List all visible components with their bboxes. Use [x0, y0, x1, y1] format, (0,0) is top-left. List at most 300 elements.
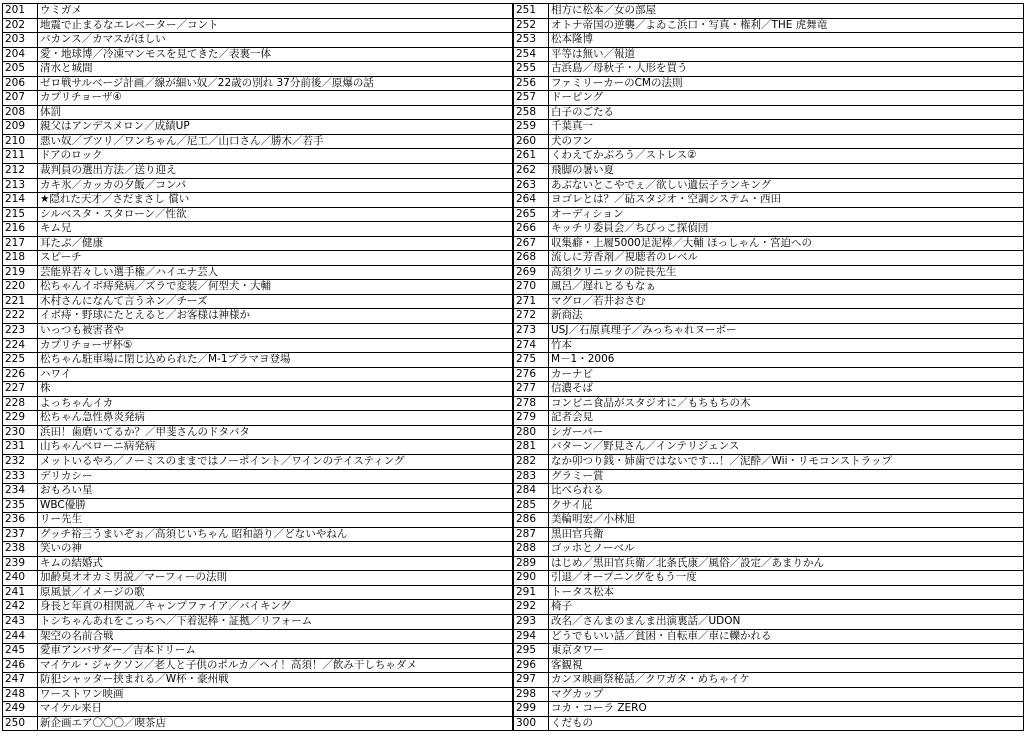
episode-title: コンビニ食品がスタジオに／もちもちの木 — [549, 396, 1024, 411]
table-row — [3, 629, 513, 644]
episode-number: 273 — [514, 324, 549, 339]
episode-number: 300 — [514, 716, 549, 731]
table-row — [3, 454, 513, 469]
table-row — [514, 673, 1024, 688]
episode-number: 281 — [514, 440, 549, 455]
table-row — [514, 353, 1024, 368]
episode-title: シガーバー — [549, 425, 1024, 440]
table-row — [514, 600, 1024, 615]
episode-title: 松本隆博 — [549, 33, 1024, 48]
episode-number: 218 — [3, 251, 38, 266]
episode-title: 身長と年貢の相関説／キャンプファイア／バイキング — [38, 600, 513, 615]
episode-title: 東京タワー — [549, 644, 1024, 659]
table-row — [3, 585, 513, 600]
table-row — [3, 280, 513, 295]
episode-number: 219 — [3, 265, 38, 280]
episode-number: 239 — [3, 556, 38, 571]
episode-title: リー先生 — [38, 513, 513, 528]
episode-number: 204 — [3, 47, 38, 62]
episode-number: 235 — [3, 498, 38, 513]
table-row — [3, 440, 513, 455]
episode-title: 美輪明宏／小林旭 — [549, 513, 1024, 528]
table-row — [514, 222, 1024, 237]
episode-number: 277 — [514, 382, 549, 397]
episode-title: くだもの — [549, 716, 1024, 731]
table-row — [3, 673, 513, 688]
table-row — [514, 4, 1024, 19]
episode-number: 290 — [514, 571, 549, 586]
table-row — [3, 702, 513, 717]
episode-title: 犬のフン — [549, 134, 1024, 149]
episode-number: 260 — [514, 134, 549, 149]
episode-table-right — [513, 3, 1024, 731]
episode-title: カンヌ映画祭秘話／クワガタ・めちゃイケ — [549, 673, 1024, 688]
episode-number: 261 — [514, 149, 549, 164]
episode-title: マグカップ — [549, 687, 1024, 702]
table-row — [514, 164, 1024, 179]
table-row — [3, 556, 513, 571]
episode-title: ファミリーカーのCMの法則 — [549, 76, 1024, 91]
episode-table-left-body — [3, 4, 513, 731]
episode-title: 黒田官兵衛 — [549, 527, 1024, 542]
table-row — [514, 614, 1024, 629]
table-row — [514, 411, 1024, 426]
episode-number: 212 — [3, 164, 38, 179]
episode-number: 270 — [514, 280, 549, 295]
episode-list-sheet — [2, 3, 1024, 731]
episode-title: 清水と城間 — [38, 62, 513, 77]
episode-number: 234 — [3, 484, 38, 499]
episode-number: 222 — [3, 309, 38, 324]
table-row — [3, 294, 513, 309]
episode-number: 255 — [514, 62, 549, 77]
table-row — [514, 396, 1024, 411]
episode-number: 229 — [3, 411, 38, 426]
episode-title: バカンス／カマスがほしい — [38, 33, 513, 48]
episode-title: 白子のごたる — [549, 105, 1024, 120]
episode-title: スピーチ — [38, 251, 513, 266]
episode-title: ドーピング — [549, 91, 1024, 106]
episode-title: ドアのロック — [38, 149, 513, 164]
table-row — [3, 4, 513, 19]
episode-number: 269 — [514, 265, 549, 280]
episode-title: 記者会見 — [549, 411, 1024, 426]
episode-title: おもろい星 — [38, 484, 513, 499]
episode-title: 浜田！歯磨いてるか？／甲斐さんのドタバタ — [38, 425, 513, 440]
episode-number: 247 — [3, 673, 38, 688]
table-row — [514, 149, 1024, 164]
episode-title: メットいるやろ／ノーミスのままではノーポイント／ワインのテイスティング — [38, 454, 513, 469]
episode-title: 加齢臭オオカミ男説／マーフィーの法則 — [38, 571, 513, 586]
table-row — [514, 338, 1024, 353]
episode-number: 246 — [3, 658, 38, 673]
table-row — [3, 513, 513, 528]
episode-number: 293 — [514, 614, 549, 629]
episode-number: 214 — [3, 193, 38, 208]
table-row — [514, 324, 1024, 339]
episode-title: ワーストワン映画 — [38, 687, 513, 702]
table-row — [514, 251, 1024, 266]
episode-number: 245 — [3, 644, 38, 659]
episode-title: 椅子 — [549, 600, 1024, 615]
episode-title: 松ちゃん急性鼻炎発病 — [38, 411, 513, 426]
table-row — [514, 193, 1024, 208]
table-row — [514, 687, 1024, 702]
episode-title: トータス松本 — [549, 585, 1024, 600]
table-row — [514, 33, 1024, 48]
table-row — [514, 382, 1024, 397]
table-row — [514, 585, 1024, 600]
episode-number: 231 — [3, 440, 38, 455]
table-row — [3, 527, 513, 542]
table-row — [3, 614, 513, 629]
table-row — [3, 76, 513, 91]
table-row — [514, 440, 1024, 455]
episode-title: 高須クリニックの院長先生 — [549, 265, 1024, 280]
episode-table-right-body — [514, 4, 1024, 731]
table-row — [3, 193, 513, 208]
table-row — [514, 542, 1024, 557]
episode-title: 地震で止まるなエレベーター／コント — [38, 18, 513, 33]
episode-number: 248 — [3, 687, 38, 702]
episode-title: 体罰 — [38, 105, 513, 120]
episode-title: はじめ／黒田官兵衛／北条氏康／風俗／設定／あまりかん — [549, 556, 1024, 571]
episode-number: 279 — [514, 411, 549, 426]
episode-number: 213 — [3, 178, 38, 193]
table-row — [514, 62, 1024, 77]
episode-title: トシちゃんあれをこっちへ／下着泥棒・証拠／リフォーム — [38, 614, 513, 629]
table-row — [514, 469, 1024, 484]
table-row — [3, 47, 513, 62]
table-row — [514, 702, 1024, 717]
episode-number: 208 — [3, 105, 38, 120]
episode-number: 294 — [514, 629, 549, 644]
episode-number: 230 — [3, 425, 38, 440]
episode-number: 242 — [3, 600, 38, 615]
table-row — [3, 411, 513, 426]
table-row — [514, 629, 1024, 644]
table-row — [514, 484, 1024, 499]
episode-title: 愛・地球博／冷凍マンモスを見てきた／表裏一体 — [38, 47, 513, 62]
episode-title: 芸能界若々しい選手権／ハイエナ芸人 — [38, 265, 513, 280]
episode-number: 298 — [514, 687, 549, 702]
episode-title: あぶないとこやでぇ／欲しい遺伝子ランキング — [549, 178, 1024, 193]
episode-title: ヨゴレとは？／砧スタジオ・空調システム・西田 — [549, 193, 1024, 208]
table-row — [514, 513, 1024, 528]
episode-number: 278 — [514, 396, 549, 411]
table-row — [3, 542, 513, 557]
episode-number: 211 — [3, 149, 38, 164]
episode-title: デリカシー — [38, 469, 513, 484]
episode-number: 266 — [514, 222, 549, 237]
table-row — [3, 105, 513, 120]
episode-title: 新商法 — [549, 309, 1024, 324]
episode-number: 262 — [514, 164, 549, 179]
episode-number: 250 — [3, 716, 38, 731]
episode-title: 客観視 — [549, 658, 1024, 673]
episode-number: 292 — [514, 600, 549, 615]
table-row — [3, 324, 513, 339]
episode-number: 285 — [514, 498, 549, 513]
table-row — [514, 207, 1024, 222]
episode-number: 238 — [3, 542, 38, 557]
table-row — [3, 207, 513, 222]
episode-title: 改名／さんまのまんま出演裏話／UDON — [549, 614, 1024, 629]
episode-number: 287 — [514, 527, 549, 542]
episode-number: 240 — [3, 571, 38, 586]
episode-number: 283 — [514, 469, 549, 484]
table-row — [3, 687, 513, 702]
episode-number: 295 — [514, 644, 549, 659]
episode-title: 比べられる — [549, 484, 1024, 499]
table-row — [3, 91, 513, 106]
table-row — [514, 454, 1024, 469]
episode-number: 291 — [514, 585, 549, 600]
episode-number: 243 — [3, 614, 38, 629]
episode-number: 209 — [3, 120, 38, 135]
table-row — [3, 120, 513, 135]
table-row — [514, 236, 1024, 251]
table-row — [3, 367, 513, 382]
episode-number: 224 — [3, 338, 38, 353]
episode-title: 架空の名前合戦 — [38, 629, 513, 644]
episode-number: 257 — [514, 91, 549, 106]
episode-number: 265 — [514, 207, 549, 222]
episode-number: 225 — [3, 353, 38, 368]
episode-title: 親父はアンデスメロン／成績UP — [38, 120, 513, 135]
episode-title: マイケル・ジャクソン／老人と子供のポルカ／ヘイ！高須！／飲み干しちゃダメ — [38, 658, 513, 673]
episode-number: 205 — [3, 62, 38, 77]
table-row — [3, 658, 513, 673]
episode-number: 253 — [514, 33, 549, 48]
episode-title: 笑いの神 — [38, 542, 513, 557]
table-row — [514, 18, 1024, 33]
table-row — [3, 222, 513, 237]
table-row — [3, 33, 513, 48]
episode-title: 松ちゃん駐車場に閉じ込められた／M-1ブラマヨ登場 — [38, 353, 513, 368]
episode-title: くわえてかぶろう／ストレス② — [549, 149, 1024, 164]
episode-number: 206 — [3, 76, 38, 91]
episode-title: 千葉真一 — [549, 120, 1024, 135]
episode-title: M－1・2006 — [549, 353, 1024, 368]
episode-number: 216 — [3, 222, 38, 237]
episode-number: 282 — [514, 454, 549, 469]
episode-title: 松ちゃんイボ痔発病／ズラで変装／何型犬・大輔 — [38, 280, 513, 295]
episode-number: 296 — [514, 658, 549, 673]
episode-title: 信濃そば — [549, 382, 1024, 397]
episode-title: 防犯シャッター挟まれる／W杯・豪州戦 — [38, 673, 513, 688]
episode-title: ゼロ戦サルベージ計画／線が細い奴／22歳の別れ 37分前後／原爆の話 — [38, 76, 513, 91]
episode-title: バターン／野見さん／インテリジェンス — [549, 440, 1024, 455]
table-row — [514, 280, 1024, 295]
episode-title: クサイ屁 — [549, 498, 1024, 513]
episode-number: 259 — [514, 120, 549, 135]
episode-title: 引退／オープニングをもう一度 — [549, 571, 1024, 586]
table-row — [3, 149, 513, 164]
table-row — [514, 498, 1024, 513]
episode-title: 愛車アンバサダー／吉本ドリーム — [38, 644, 513, 659]
table-row — [514, 309, 1024, 324]
table-row — [514, 76, 1024, 91]
table-row — [514, 105, 1024, 120]
episode-number: 297 — [514, 673, 549, 688]
episode-title: なか卯つり銭・姉歯ではないです…！／泥酔／Wii・リモコンストラップ — [549, 454, 1024, 469]
episode-title: カプリチョーザ杯⑤ — [38, 338, 513, 353]
episode-title: 木村さんになんて言うネン／チーズ — [38, 294, 513, 309]
episode-number: 227 — [3, 382, 38, 397]
episode-number: 268 — [514, 251, 549, 266]
episode-title: マイケル来日 — [38, 702, 513, 717]
episode-title: ★隠れた天才／さだまさし 償い — [38, 193, 513, 208]
table-row — [3, 236, 513, 251]
episode-number: 299 — [514, 702, 549, 717]
table-row — [514, 265, 1024, 280]
episode-title: オーディション — [549, 207, 1024, 222]
episode-title: 原風景／イメージの歌 — [38, 585, 513, 600]
episode-number: 201 — [3, 4, 38, 19]
episode-number: 276 — [514, 367, 549, 382]
table-row — [514, 658, 1024, 673]
episode-number: 220 — [3, 280, 38, 295]
episode-title: よっちゃんイカ — [38, 396, 513, 411]
episode-title: オトナ帝国の逆襲／よゐこ浜口・写真・権利／THE 虎舞竜 — [549, 18, 1024, 33]
episode-title: いっつも被害者や — [38, 324, 513, 339]
episode-title: 裁判員の選出方法／送り迎え — [38, 164, 513, 179]
table-row — [3, 498, 513, 513]
table-row — [3, 353, 513, 368]
episode-title: カーナビ — [549, 367, 1024, 382]
episode-title: キム兄 — [38, 222, 513, 237]
table-row — [514, 644, 1024, 659]
table-row — [3, 338, 513, 353]
episode-title: 山ちゃんベローニ病発病 — [38, 440, 513, 455]
episode-number: 286 — [514, 513, 549, 528]
episode-table-left — [2, 3, 513, 731]
table-row — [3, 251, 513, 266]
episode-number: 244 — [3, 629, 38, 644]
table-row — [514, 120, 1024, 135]
episode-title: ウミガメ — [38, 4, 513, 19]
episode-number: 256 — [514, 76, 549, 91]
table-row — [3, 382, 513, 397]
table-row — [3, 62, 513, 77]
table-row — [3, 265, 513, 280]
episode-number: 280 — [514, 425, 549, 440]
table-row — [3, 644, 513, 659]
episode-number: 217 — [3, 236, 38, 251]
episode-number: 249 — [3, 702, 38, 717]
episode-number: 236 — [3, 513, 38, 528]
episode-number: 203 — [3, 33, 38, 48]
table-row — [3, 484, 513, 499]
table-row — [514, 527, 1024, 542]
table-row — [514, 91, 1024, 106]
table-row — [514, 47, 1024, 62]
episode-title: グッチ裕三うまいぞぉ／高須じいちゃん 昭和語り／どないやねん — [38, 527, 513, 542]
episode-title: キッチリ委員会／ちびっこ探偵団 — [549, 222, 1024, 237]
episode-number: 223 — [3, 324, 38, 339]
episode-title: 飛脚の暑い夏 — [549, 164, 1024, 179]
episode-title: 株 — [38, 382, 513, 397]
episode-title: コカ・コーラ ZERO — [549, 702, 1024, 717]
episode-number: 207 — [3, 91, 38, 106]
episode-number: 264 — [514, 193, 549, 208]
episode-number: 228 — [3, 396, 38, 411]
table-row — [3, 309, 513, 324]
episode-title: キムの結婚式 — [38, 556, 513, 571]
episode-title: 相方に松本／女の部屋 — [549, 4, 1024, 19]
table-row — [3, 469, 513, 484]
episode-number: 272 — [514, 309, 549, 324]
episode-number: 252 — [514, 18, 549, 33]
episode-title: 流しに芳香剤／視聴者のレベル — [549, 251, 1024, 266]
episode-number: 221 — [3, 294, 38, 309]
episode-number: 215 — [3, 207, 38, 222]
episode-title: ハワイ — [38, 367, 513, 382]
episode-number: 254 — [514, 47, 549, 62]
table-row — [514, 178, 1024, 193]
episode-number: 284 — [514, 484, 549, 499]
episode-title: 耳たぶ／健康 — [38, 236, 513, 251]
episode-title: 古浜島／母秋子・人形を買う — [549, 62, 1024, 77]
table-row — [3, 18, 513, 33]
episode-number: 267 — [514, 236, 549, 251]
episode-title: シルベスタ・スタローン／性欲 — [38, 207, 513, 222]
episode-number: 251 — [514, 4, 549, 19]
episode-number: 271 — [514, 294, 549, 309]
episode-number: 275 — [514, 353, 549, 368]
episode-number: 232 — [3, 454, 38, 469]
episode-number: 202 — [3, 18, 38, 33]
episode-number: 289 — [514, 556, 549, 571]
episode-title: 竹本 — [549, 338, 1024, 353]
episode-number: 241 — [3, 585, 38, 600]
episode-number: 263 — [514, 178, 549, 193]
episode-number: 237 — [3, 527, 38, 542]
episode-title: 平等は無い／報道 — [549, 47, 1024, 62]
episode-title: 新企画エア〇〇〇／喫茶店 — [38, 716, 513, 731]
table-row — [3, 134, 513, 149]
episode-title: 収集癖・上履5000足泥棒／大輔 ほっしゃん・宮迫への — [549, 236, 1024, 251]
episode-number: 288 — [514, 542, 549, 557]
episode-number: 258 — [514, 105, 549, 120]
episode-title: 悪い奴／ブツリ／ワンちゃん／尼工／山口さん／勝木／若手 — [38, 134, 513, 149]
episode-title: USJ／石原真理子／みっちゃれヌーボー — [549, 324, 1024, 339]
table-row — [3, 716, 513, 731]
episode-title: どうでもいい話／貧困・自転車／車に轢かれる — [549, 629, 1024, 644]
episode-number: 274 — [514, 338, 549, 353]
episode-number: 233 — [3, 469, 38, 484]
episode-title: カキ氷／カッカの夕飯／コンパ — [38, 178, 513, 193]
table-row — [3, 571, 513, 586]
table-row — [3, 600, 513, 615]
episode-title: グラミー賞 — [549, 469, 1024, 484]
table-row — [514, 367, 1024, 382]
table-row — [514, 294, 1024, 309]
table-row — [514, 134, 1024, 149]
episode-title: イボ痔・野球にたとえると／お客様は神様か — [38, 309, 513, 324]
episode-number: 210 — [3, 134, 38, 149]
episode-title: カプリチョーザ④ — [38, 91, 513, 106]
episode-title: ゴッホとノーベル — [549, 542, 1024, 557]
table-row — [3, 396, 513, 411]
episode-number: 226 — [3, 367, 38, 382]
table-row — [3, 164, 513, 179]
table-row — [514, 716, 1024, 731]
episode-title: WBC優勝 — [38, 498, 513, 513]
table-row — [514, 556, 1024, 571]
episode-title: 風呂／遅れとるもなぁ — [549, 280, 1024, 295]
